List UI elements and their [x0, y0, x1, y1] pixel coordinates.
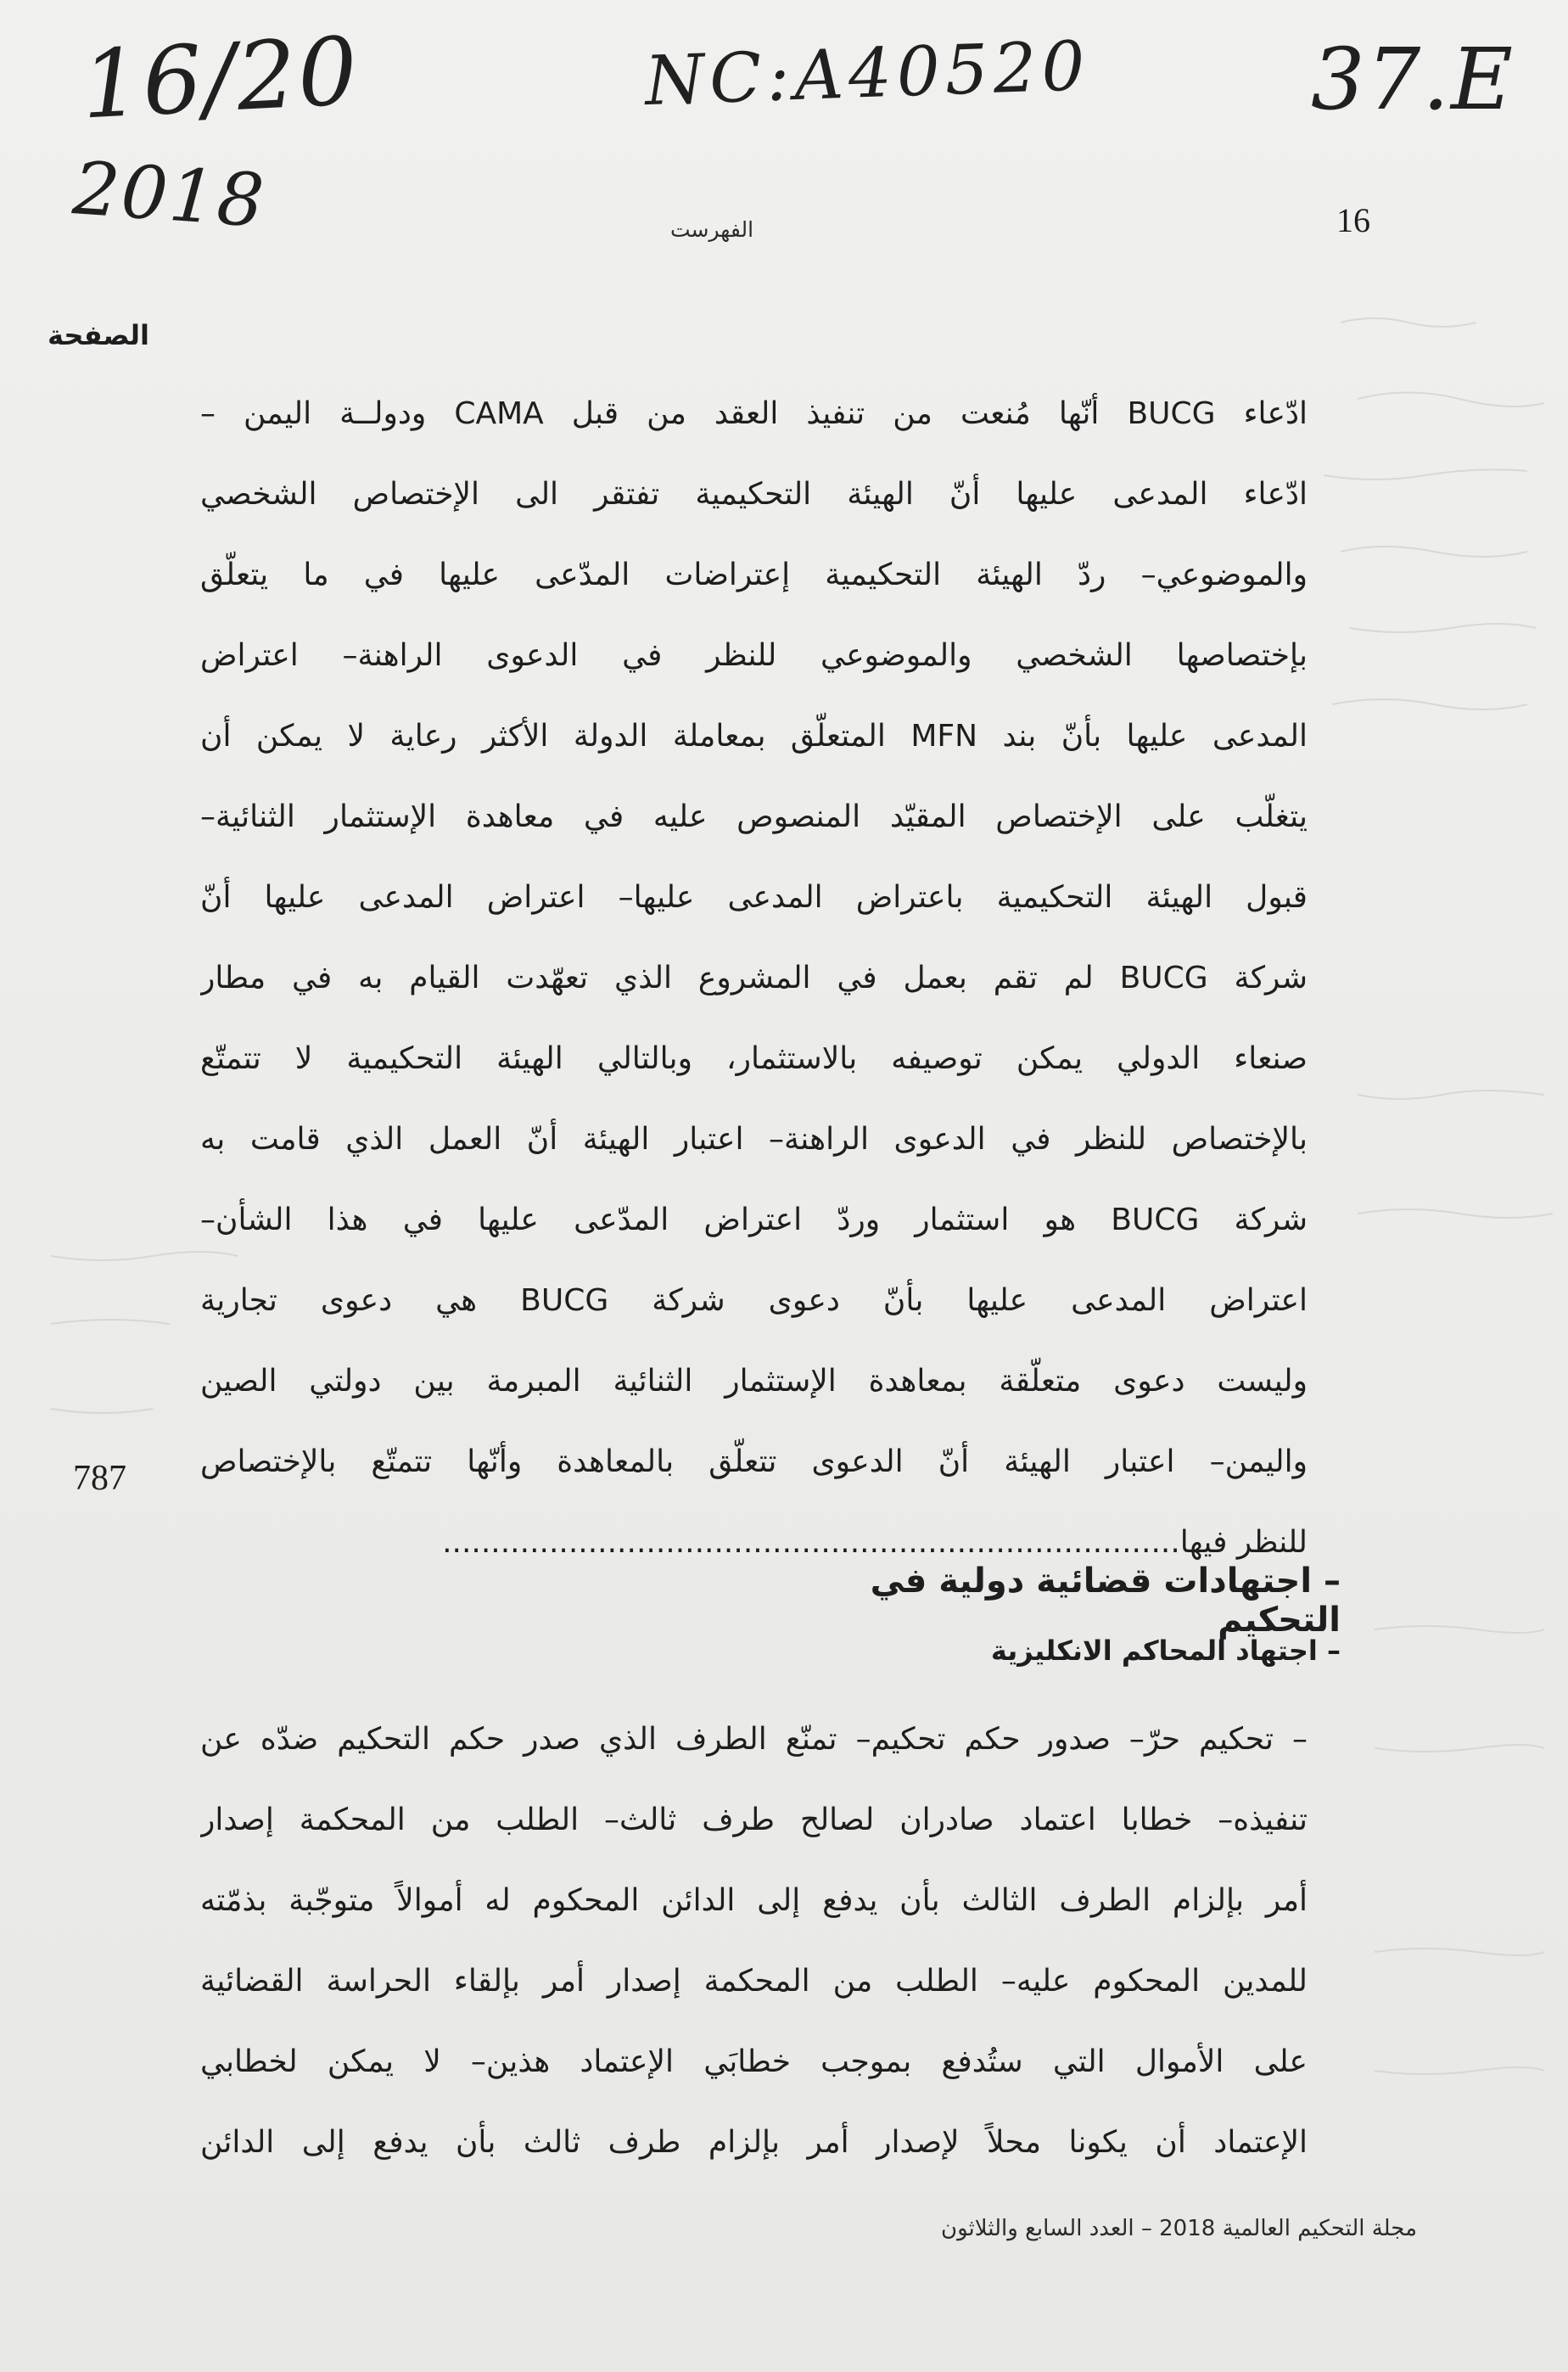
toc-line: وليست دعوى متعلّقة بمعاهدة الإستثمار الثنائية المبرمة بين دولتي الصين: [200, 1364, 1308, 1399]
handwritten-nc-reference: NC:A40520: [643, 25, 1091, 121]
toc-entry-page-number: 787: [73, 1459, 126, 1498]
section-heading: – اجتهادات قضائية دولية في التحكيم: [870, 1562, 1341, 1640]
running-title: الفهرست: [670, 217, 754, 242]
toc-line: قبول الهيئة التحكيمية باعتراض المدعى عليها– اعتراض المدعى عليها أنّ: [200, 880, 1308, 915]
toc-line: ادّعاء المدعى عليها أنّ الهيئة التحكيمية تفتقر الى الإختصاص الشخصي: [200, 477, 1308, 512]
handwritten-shelf-mark: 37.E: [1311, 30, 1515, 129]
section-line: تنفيذه– خطابا اعتماد صادران لصالح طرف ثالث– الطلب من المحكمة إصدار: [200, 1803, 1308, 1837]
section-subheading: – اجتهاد المحاكم الانكليزية: [990, 1635, 1341, 1667]
section-line: الإعتماد أن يكونا محلاً لإصدار أمر بإلزام طرف ثالث بأن يدفع إلى الدائن: [200, 2125, 1308, 2160]
journal-footer: مجلة التحكيم العالمية 2018 – العدد السابع والثلاثون: [941, 2216, 1417, 2241]
toc-entry: [200, 373, 1308, 1583]
toc-line: اعتراض المدعى عليها بأنّ دعوى شركة BUCG هي دعوى تجارية: [200, 1283, 1308, 1318]
toc-line: بإختصاصها الشخصي والموضوعي للنظر في الدعوى الراهنة– اعتراض: [200, 638, 1308, 673]
section-line: على الأموال التي ستُدفع بموجب خطابَي الإعتماد هذين– لا يمكن لخطابي: [200, 2044, 1308, 2079]
toc-line: شركة BUCG هو استثمار وردّ اعتراض المدّعى عليها في هذا الشأن–: [200, 1203, 1308, 1237]
handwritten-issue-number: 16/20: [78, 16, 362, 140]
toc-line: المدعى عليها بأنّ بند MFN المتعلّق بمعاملة الدولة الأكثر رعاية لا يمكن أن: [200, 719, 1308, 754]
section-line: – تحكيم حرّ– صدور حكم تحكيم– تمنّع الطرف الذي صدر حكم التحكيم ضدّه عن: [200, 1722, 1308, 1757]
toc-line: شركة BUCG لم تقم بعمل في المشروع الذي تعهّدت القيام به في مطار: [200, 961, 1308, 995]
toc-line: بالإختصاص للنظر في الدعوى الراهنة– اعتبار الهيئة أنّ العمل الذي قامت به: [200, 1122, 1308, 1157]
section-entry: [200, 1699, 1308, 2183]
toc-line: صنعاء الدولي يمكن توصيفه بالاستثمار، وبالتالي الهيئة التحكيمية لا تتمتّع: [200, 1041, 1308, 1076]
handwritten-year: 2018: [70, 146, 269, 244]
section-line: أمر بإلزام الطرف الثالث بأن يدفع إلى الدائن المحكوم له أموالاً متوجّبة بذمّته: [200, 1883, 1308, 1918]
page-number: 16: [1336, 201, 1370, 239]
toc-line: واليمن– اعتبار الهيئة أنّ الدعوى تتعلّق بالمعاهدة وأنّها تتمتّع بالإختصاص: [200, 1444, 1308, 1479]
toc-line-with-leader: للنظر فيها............................................................................: [442, 1525, 1308, 1560]
toc-line: والموضوعي– ردّ الهيئة التحكيمية إعتراضات المدّعى عليها في ما يتعلّق: [200, 558, 1308, 592]
page-column-heading: الصفحة: [48, 319, 150, 351]
section-line: للمدين المحكوم عليه– الطلب من المحكمة إصدار أمر بإلقاء الحراسة القضائية: [200, 1964, 1308, 1999]
toc-line: يتغلّب على الإختصاص المقيّد المنصوص عليه في معاهدة الإستثمار الثنائية–: [200, 799, 1308, 834]
toc-line: ادّعاء BUCG أنّها مُنعت من تنفيذ العقد من قبل CAMA ودولــة اليمن –: [200, 396, 1308, 431]
